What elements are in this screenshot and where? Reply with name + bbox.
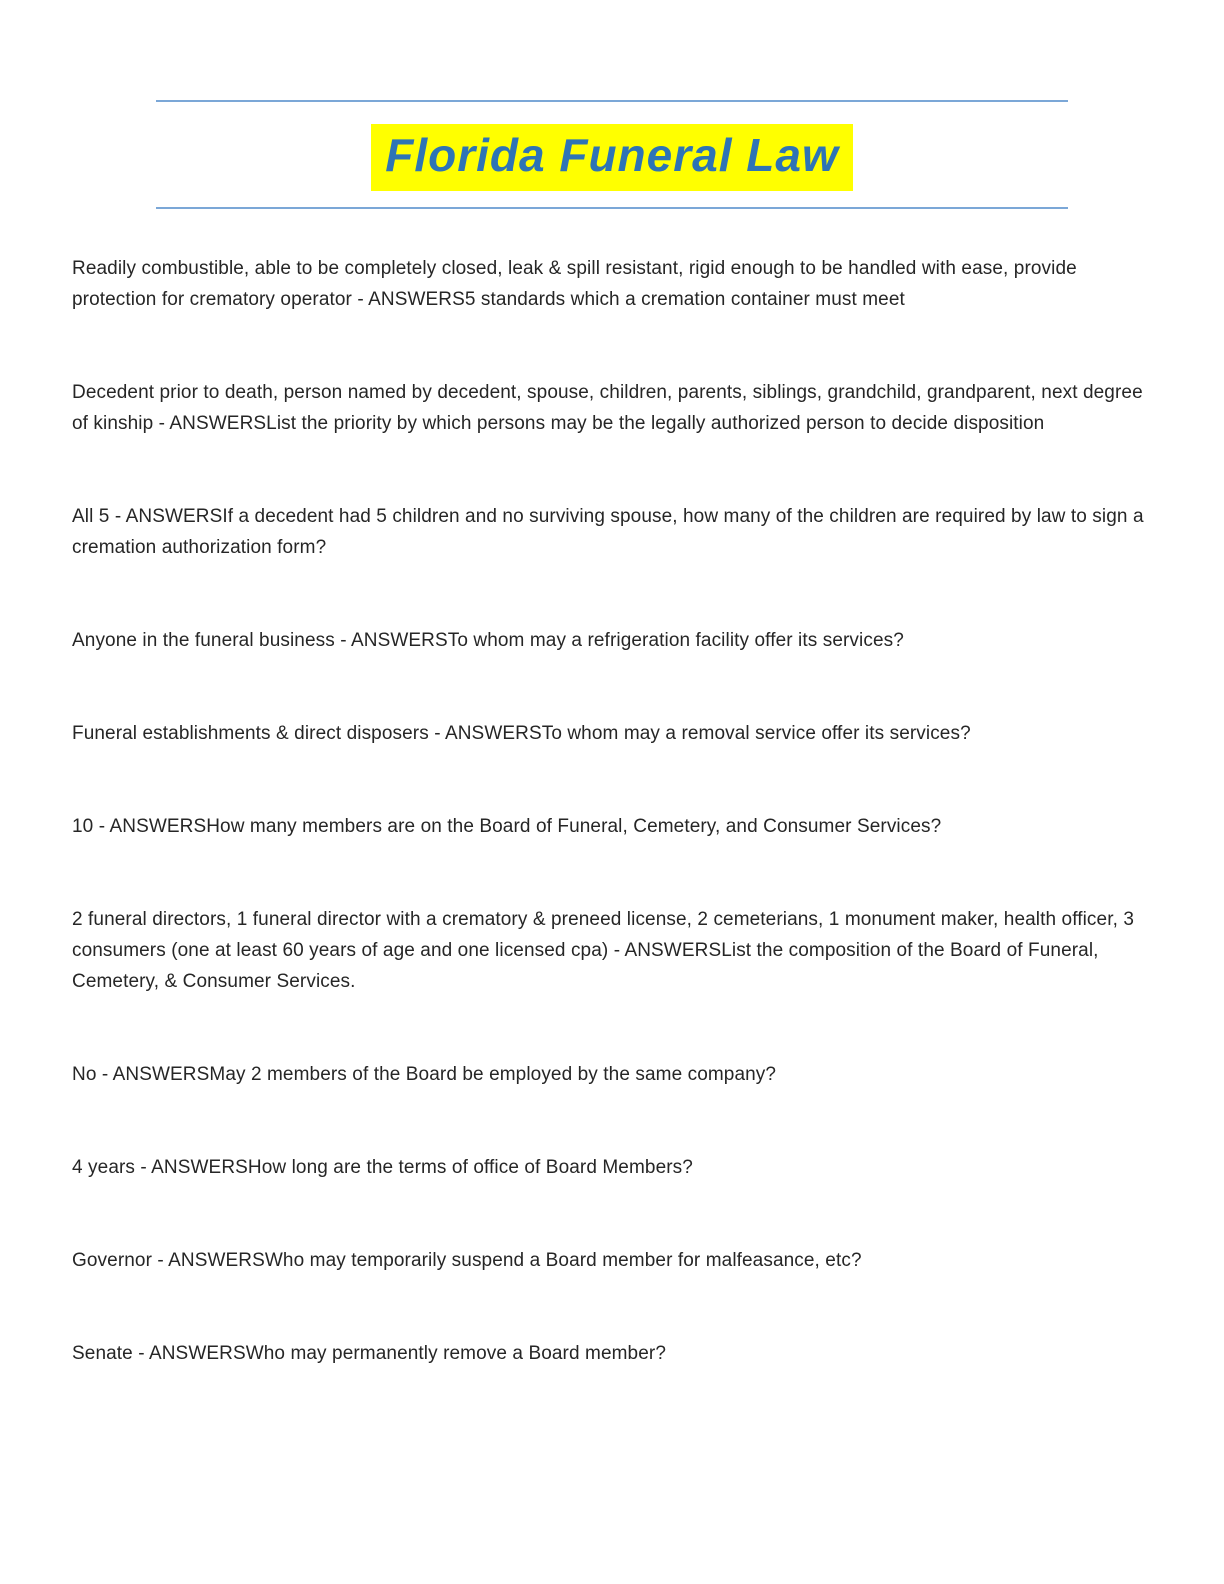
title-line — [84, 124, 1140, 191]
paragraph: 10 - ANSWERSHow many members are on the Board of Funeral, Cemetery, and Consumer Services? — [72, 815, 942, 837]
paragraph: All 5 - ANSWERSIf a decedent had 5 children and no surviving spouse, how many of the children are required by law to sign a cremation authorization form? — [72, 505, 1144, 558]
paragraph: 4 years - ANSWERSHow long are the terms of office of Board Members? — [72, 1156, 693, 1178]
paragraph: Funeral establishments & direct disposers - ANSWERSTo whom may a removal service offer its services? — [72, 722, 971, 744]
document-title: Florida Funeral Law — [371, 124, 853, 191]
document-body — [0, 209, 1224, 1449]
paragraph: Decedent prior to death, person named by decedent, spouse, children, parents, siblings, grandchild, grandparent, next degree of kinship - ANSWERSList the priority by which persons may be the legally authorized person to decide disposition — [72, 381, 1143, 434]
paragraph: Anyone in the funeral business - ANSWERSTo whom may a refrigeration facility offer its services? — [72, 629, 904, 651]
title-divider-top — [156, 100, 1068, 102]
paragraph: 2 funeral directors, 1 funeral director with a crematory & preneed license, 2 cemeterians, 1 monument maker, health officer, 3 consumers (one at least 60 years of age and one licensed cpa) - ANSWERSList the composition of the Board of Funeral, Cemetery, & Consumer Services. — [72, 908, 1134, 992]
paragraph: Readily combustible, able to be completely closed, leak & spill resistant, rigid enough to be handled with ease, provide protection for crematory operator - ANSWERS5 standards which a cremation container must meet — [72, 257, 1077, 310]
title-section — [84, 100, 1140, 209]
paragraph: Governor - ANSWERSWho may temporarily suspend a Board member for malfeasance, etc? — [72, 1249, 862, 1271]
paragraph: No - ANSWERSMay 2 members of the Board be employed by the same company? — [72, 1063, 777, 1085]
paragraph: Senate - ANSWERSWho may permanently remove a Board member? — [72, 1342, 666, 1364]
